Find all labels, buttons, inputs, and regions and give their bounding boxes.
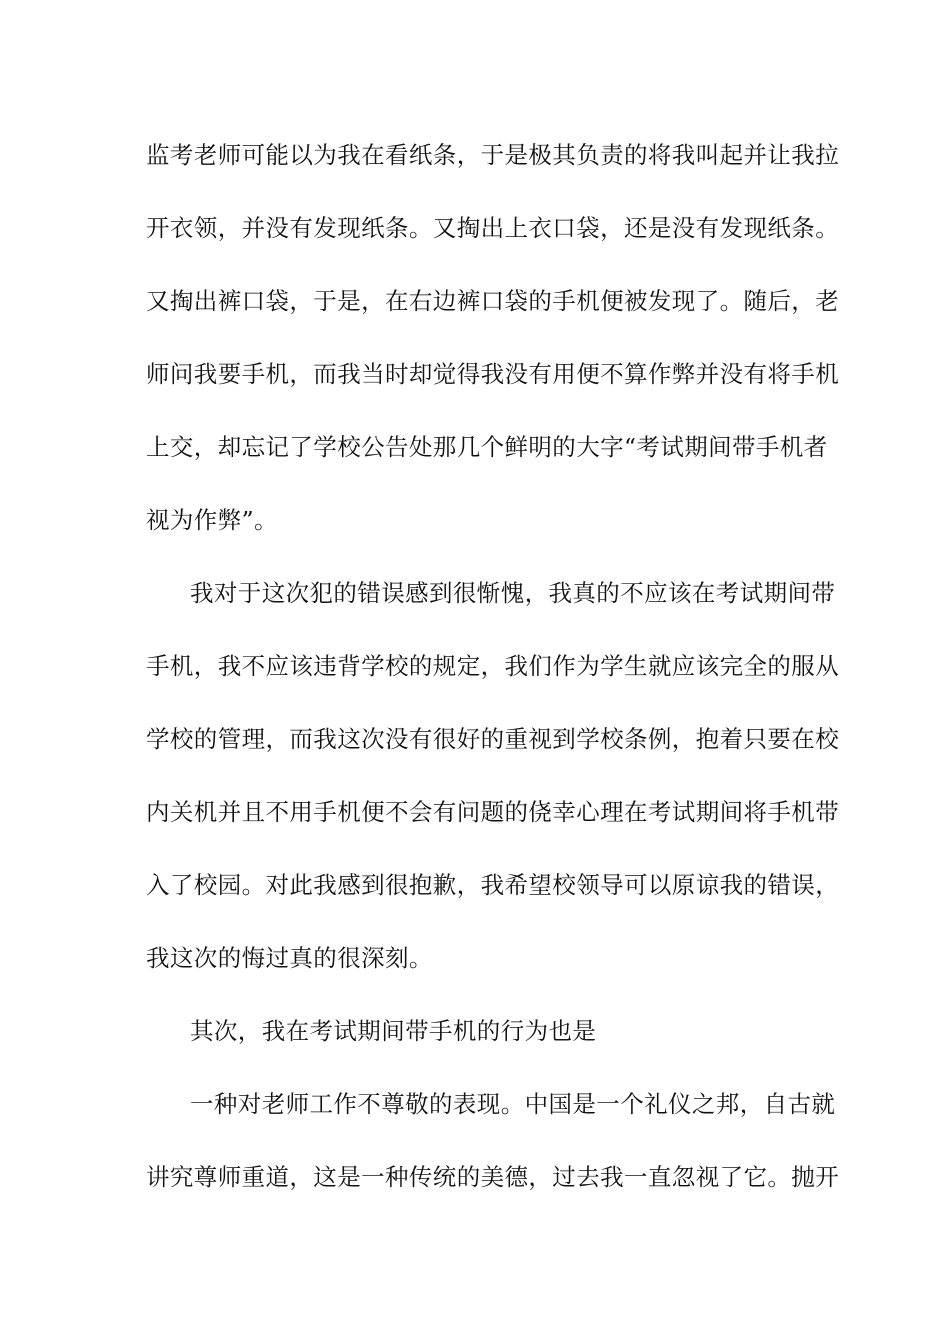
text-line: 监考老师可能以为我在看纸条，于是极其负责的将我叫起并让我拉: [146, 141, 840, 169]
text-line: 我这次的悔过真的很深刻。: [146, 944, 433, 972]
text-line: 视为作弊”。: [146, 506, 278, 534]
text-line: 上交，却忘记了学校公告处那几个鲜明的大字“考试期间带手机者: [146, 433, 828, 461]
text-line: 内关机并且不用手机便不会有问题的侥幸心理在考试期间将手机带: [146, 798, 840, 826]
paragraph-start-line: 一种对老师工作不尊敬的表现。中国是一个礼仪之邦，自古就: [190, 1090, 836, 1118]
paragraph-start-line: 我对于这次犯的错误感到很惭愧，我真的不应该在考试期间带: [190, 579, 836, 607]
text-line: 手机，我不应该违背学校的规定，我们作为学生就应该完全的服从: [146, 652, 840, 680]
paragraph-start-line: 其次，我在考试期间带手机的行为也是: [190, 1017, 597, 1045]
text-line: 学校的管理，而我这次没有很好的重视到学校条例，抱着只要在校: [146, 725, 840, 753]
text-line: 讲究尊师重道，这是一种传统的美德，过去我一直忽视了它。抛开: [146, 1163, 840, 1191]
text-line: 开衣领，并没有发现纸条。又掏出上衣口袋，还是没有发现纸条。: [146, 214, 840, 242]
text-line: 又掏出裤口袋，于是，在右边裤口袋的手机便被发现了。随后，老: [146, 287, 840, 315]
text-line: 师问我要手机，而我当时却觉得我没有用便不算作弊并没有将手机: [146, 360, 840, 388]
text-line: 入了校园。对此我感到很抱歉，我希望校领导可以原谅我的错误，: [146, 871, 840, 899]
